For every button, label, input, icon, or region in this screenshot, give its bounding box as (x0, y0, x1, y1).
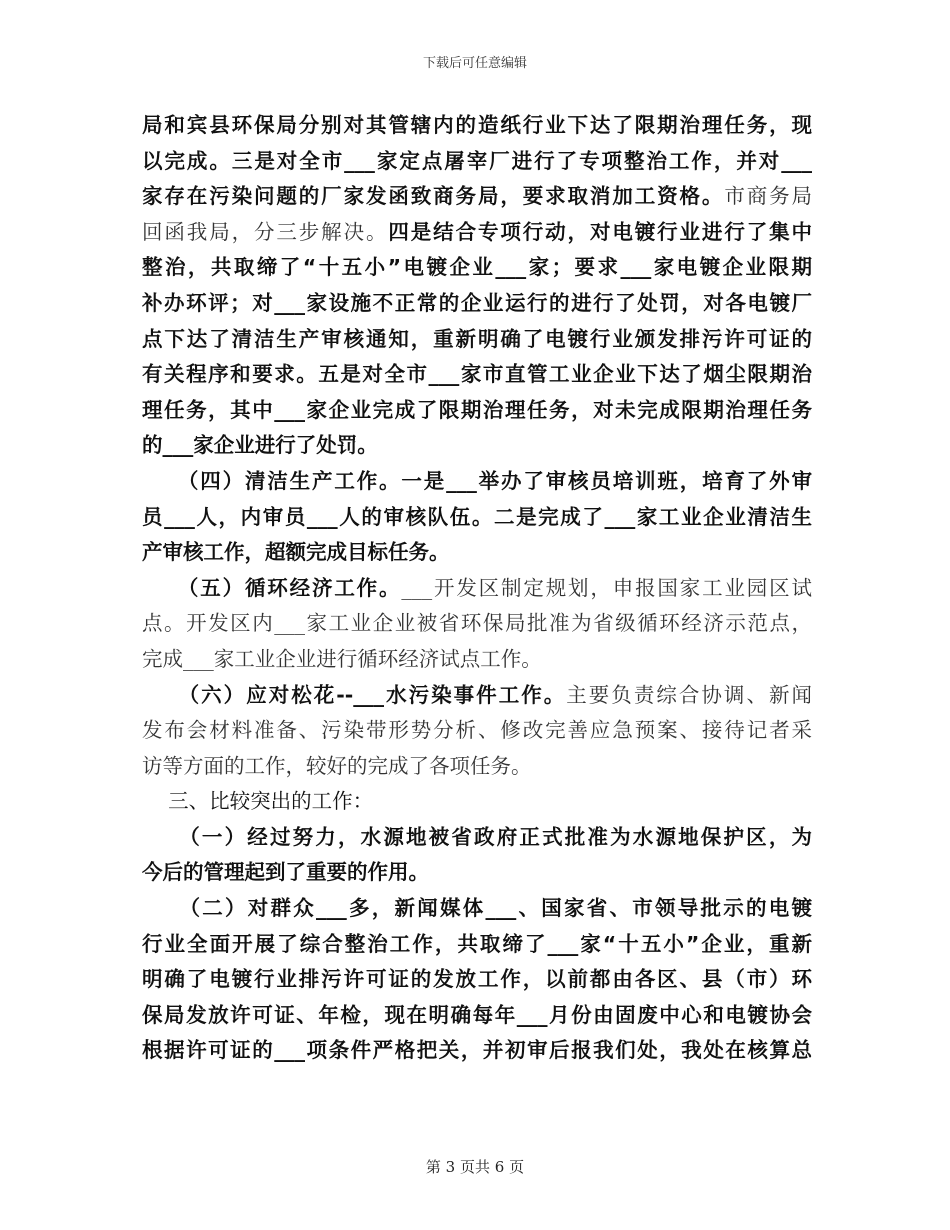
text-line (142, 784, 812, 820)
text-line (142, 179, 812, 215)
line-main-text: （四）清洁生产工作。一是___举办了审核员培训班，培育了外审 (142, 468, 812, 493)
text-line (142, 927, 812, 963)
line-main-text: 今后的管理起到了重要的作用。 (142, 860, 429, 885)
line-main-text: （五）循环经济工作。 (142, 575, 402, 600)
text-line (142, 998, 812, 1034)
text-line (142, 250, 812, 286)
text-line (142, 500, 812, 536)
line-main-text: 保局发放许可证、年检，现在明确每年___月份由固废中心和电镀协会 (142, 1002, 812, 1027)
line-main-text: （一）经过努力，水源地被省政府正式批准为水源地保护区，为 (142, 824, 812, 849)
text-line (142, 215, 812, 251)
document-body (142, 108, 812, 1069)
line-main-text: 补办环评；对___家设施不正常的企业运行的进行了处罚，对各电镀厂 (142, 290, 812, 315)
text-line (142, 855, 812, 891)
text-line (142, 1033, 812, 1069)
line-regular-text: 回函我局，分三步解决。 (142, 219, 389, 244)
text-line (142, 820, 812, 856)
text-line (142, 393, 812, 429)
line-main-text: 根据许可证的___项条件严格把关，并初审后报我们处，我处在核算总 (142, 1038, 812, 1063)
text-line (142, 891, 812, 927)
line-main-text: 员___人，内审员___人的审核队伍。二是完成了___家工业企业清洁生 (142, 504, 812, 529)
text-line (142, 322, 812, 358)
text-line (142, 571, 812, 607)
line-regular-text: 完成___家工业企业进行循环经济试点工作。 (142, 646, 542, 671)
line-main-text: 家存在污染问题的厂家发函致商务局，要求取消加工资格。 (142, 184, 725, 209)
line-main-text: 明确了电镀行业排污许可证的发放工作，以前都由各区、县（市）环 (142, 967, 812, 992)
line-main-text: 整治，共取缔了“十五小”电镀企业___家；要求___家电镀企业限期 (142, 255, 812, 280)
line-main-text: 理任务，其中___家企业完成了限期治理任务，对未完成限期治理任务 (142, 397, 812, 422)
page-footer: 第 3 页共 6 页 (425, 1158, 525, 1176)
text-line (142, 642, 812, 678)
text-line (142, 713, 812, 749)
line-main-text: 局和宾县环保局分别对其管辖内的造纸行业下达了限期治理任务，现 (142, 113, 812, 137)
text-line (142, 286, 812, 322)
line-tail-text: 四是结合专项行动，对电镀行业进行了集中 (388, 219, 813, 244)
line-main-text: 产审核工作，超额完成目标任务。 (142, 540, 450, 565)
line-main-text: 有关程序和要求。五是对全市___家市直管工业企业下达了烟尘限期治 (142, 362, 812, 387)
text-line (142, 749, 812, 785)
text-line (142, 357, 812, 393)
text-line (142, 678, 812, 714)
text-line (142, 535, 812, 571)
text-line (142, 606, 812, 642)
text-line (142, 108, 812, 144)
line-main-text: （六）应对松花--___水污染事件工作。 (142, 682, 567, 707)
line-main-text: 以完成。三是对全市___家定点屠宰厂进行了专项整治工作，并对___ (142, 148, 812, 173)
text-line (142, 144, 812, 180)
line-main-text: 三、比较突出的工作： (142, 789, 374, 814)
line-regular-text: 发布会材料准备、污染带形势分析、修改完善应急预案、接待记者采 (142, 718, 812, 743)
line-main-text: （二）对群众___多，新闻媒体___、国家省、市领导批示的电镀 (142, 896, 812, 921)
line-regular-text: 市商务局 (724, 184, 813, 209)
line-regular-text: 访等方面的工作，较好的完成了各项任务。 (142, 753, 532, 778)
line-regular-text: 主要负责综合协调、新闻 (566, 682, 812, 707)
page-header: 下载后可任意编辑 (422, 56, 527, 71)
line-main-text: 的___家企业进行了处罚。 (142, 433, 378, 458)
text-line (142, 464, 812, 500)
line-regular-text: 点。开发区内___家工业企业被省环保局批准为省级循环经济示范点， (142, 611, 812, 636)
line-main-text: 点下达了清洁生产审核通知，重新明确了电镀行业颁发排污许可证的 (142, 326, 812, 351)
line-regular-text: ___开发区制定规划，申报国家工业园区试 (401, 575, 812, 600)
line-main-text: 行业全面开展了综合整治工作，共取缔了___家“十五小”企业，重新 (142, 931, 812, 956)
text-line (142, 962, 812, 998)
text-line (142, 428, 812, 464)
